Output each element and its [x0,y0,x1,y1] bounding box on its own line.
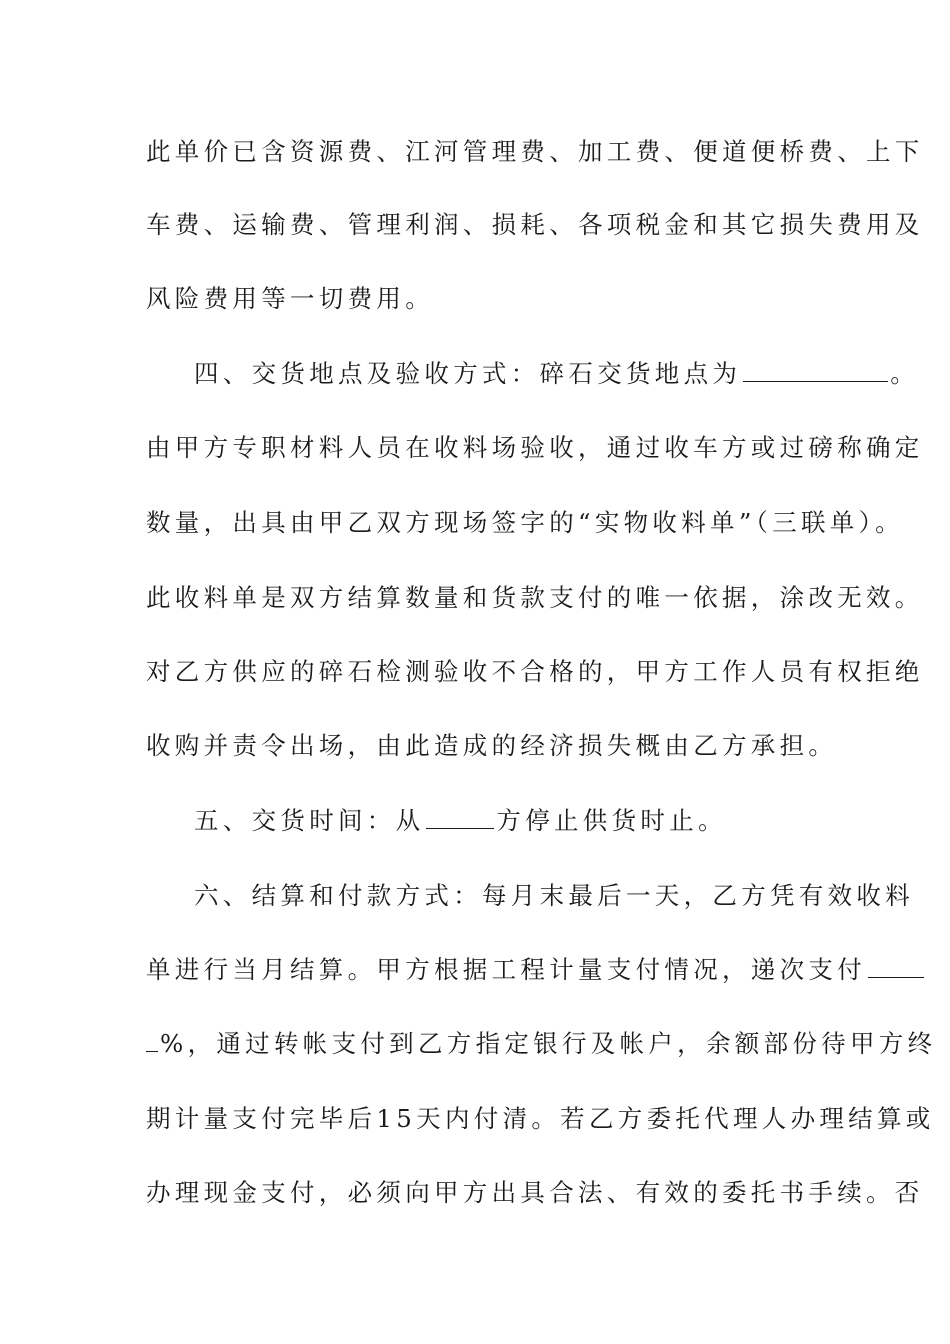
paragraph-line: 由甲方专职材料人员在收料场验收，通过收车方或过磅称确定 [146,433,924,462]
line-text: 方停止供货时止。 [496,806,727,835]
line-text: 四、交货地点及验收方式：碎石交货地点为 [194,359,742,388]
delivery-location-blank [743,355,888,382]
paragraph-line: 对乙方供应的碎石检测验收不合格的，甲方工作人员有权拒绝 [146,657,924,686]
line-text: 。 [890,359,920,388]
paragraph-line: 期计量支付完毕后15天内付清。若乙方委托代理人办理结算或 [146,1104,935,1133]
paragraph-line: 数量，出具由甲乙双方现场签字的“实物收料单”（三联单）。 [146,508,904,537]
paragraph-line: 此收料单是双方结算数量和货款支付的唯一依据，涂改无效。 [146,583,924,612]
delivery-location-line [194,354,920,394]
payment-percent-blank-continued [146,1025,158,1052]
delivery-time-line [194,801,874,841]
delivery-time-blank [426,802,494,829]
line-text: 单进行当月结算。甲方根据工程计量支付情况，递次支付 [146,955,866,984]
paragraph-line: 收购并责令出场，由此造成的经济损失概由乙方承担。 [146,731,838,760]
payment-percent-blank [868,951,924,978]
line-text: 五、交货时间：从 [194,806,425,835]
line-text: %，通过转帐支付到乙方指定银行及帐户，余额部份待甲方终 [160,1029,937,1058]
payment-line [146,950,866,990]
payment-percent-line [146,1024,937,1064]
paragraph-line: 此单价已含资源费、江河管理费、加工费、便道便桥费、上下 [146,137,924,166]
paragraph-line: 办理现金支付，必须向甲方出具合法、有效的委托书手续。否 [146,1178,924,1207]
paragraph-line: 风险费用等一切费用。 [146,284,434,313]
paragraph-line: 六、结算和付款方式：每月末最后一天，乙方凭有效收料 [194,881,914,910]
paragraph-line: 车费、运输费、管理利润、损耗、各项税金和其它损失费用及 [146,210,924,239]
